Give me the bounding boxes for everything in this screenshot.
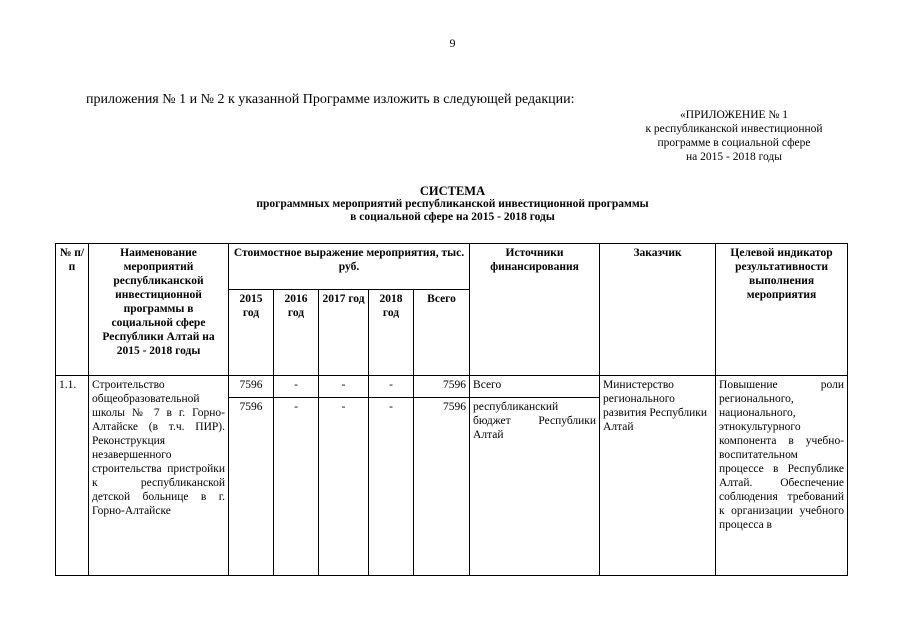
cell-2016: - (274, 398, 319, 576)
header-2018: 2018 год (369, 290, 414, 376)
header-2015: 2015 год (229, 290, 274, 376)
cell-total: 7596 (414, 376, 470, 398)
cell-source: Всего (470, 376, 600, 398)
appendix-line-3: программе в социальной сфере (657, 137, 811, 149)
heading-line-3: в социальной сфере на 2015 - 2018 годы (350, 211, 555, 223)
header-indicator: Целевой индикатор результативности выполнения мероприятия (716, 244, 848, 376)
row-name: Строительство общеобразовательной школы № 7 в г. Горно-Алтайске (в т.ч. ПИР). Реконструкция незавершенного строительства пристройки к республиканской детской больнице в г. Горно-Алтайске (89, 376, 229, 576)
header-2017: 2017 год (319, 290, 369, 376)
header-name: Наименование мероприятий республиканской инвестиционной программы в социальной сфере Республики Алтай на 2015 - 2018 годы (89, 244, 229, 376)
program-table (55, 243, 848, 576)
cell-source: республиканский бюджет Республики Алтай (470, 398, 600, 576)
appendix-line-4: на 2015 - 2018 годы (685, 151, 782, 163)
appendix-caption (600, 108, 868, 164)
table-row (56, 376, 848, 398)
cell-2016: - (274, 376, 319, 398)
cell-total: 7596 (414, 398, 470, 576)
header-num: № п/п (56, 244, 89, 376)
page-number: 9 (449, 36, 456, 50)
cell-2018: - (369, 398, 414, 576)
appendix-line-2: к республиканской инвестиционной (645, 123, 823, 135)
cell-2015: 7596 (229, 376, 274, 398)
row-customer: Министерство регионального развития Республики Алтай (600, 376, 716, 576)
row-num: 1.1. (56, 376, 89, 576)
header-total: Всего (414, 290, 470, 376)
header-2016: 2016 год (274, 290, 319, 376)
header-cost: Стоимостное выражение мероприятия, тыс. руб. (229, 244, 470, 290)
document-heading (0, 184, 905, 224)
cell-2017: - (319, 376, 369, 398)
cell-2018: - (369, 376, 414, 398)
row-indicator: Повышение роли регионального, национального, этнокультурного компонента в учебно-воспитательном процессе в Республике Алтай. Обеспечение соблюдения требований к организации учебного процесса в (716, 376, 848, 576)
heading-title: СИСТЕМА (419, 184, 486, 198)
appendix-line-1: «ПРИЛОЖЕНИЕ № 1 (679, 109, 788, 121)
header-customer: Заказчик (600, 244, 716, 376)
cell-2015: 7596 (229, 398, 274, 576)
header-sources: Источники финансирования (470, 244, 600, 376)
cell-2017: - (319, 398, 369, 576)
intro-text: приложения № 1 и № 2 к указанной Программе изложить в следующей редакции: (86, 92, 575, 107)
heading-line-2: программных мероприятий республиканской инвестиционной программы (256, 198, 649, 210)
